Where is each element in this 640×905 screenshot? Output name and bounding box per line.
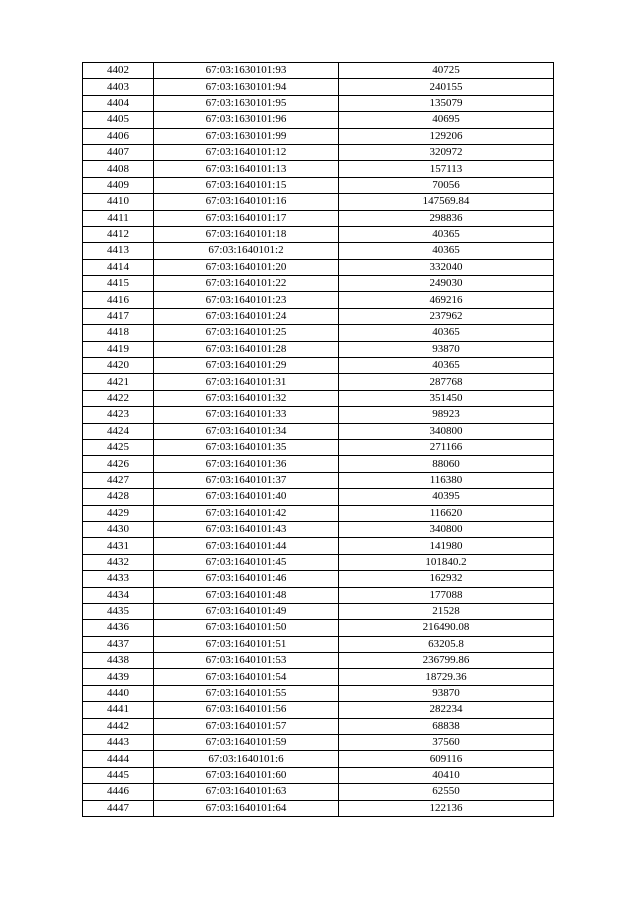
row-number-cell: 4435 xyxy=(83,603,154,619)
cadastral-number-cell: 67:03:1640101:15 xyxy=(154,177,339,193)
table-row xyxy=(83,702,554,718)
table-row xyxy=(83,603,554,619)
cadastral-number-cell: 67:03:1640101:46 xyxy=(154,571,339,587)
row-number-cell: 4425 xyxy=(83,439,154,455)
cadastral-number-cell: 67:03:1630101:94 xyxy=(154,79,339,95)
value-cell: 40395 xyxy=(339,489,554,505)
cadastral-number-cell: 67:03:1640101:33 xyxy=(154,407,339,423)
row-number-cell: 4421 xyxy=(83,374,154,390)
cadastral-number-cell: 67:03:1640101:24 xyxy=(154,308,339,324)
value-cell: 40365 xyxy=(339,358,554,374)
table-row xyxy=(83,620,554,636)
row-number-cell: 4446 xyxy=(83,784,154,800)
value-cell: 98923 xyxy=(339,407,554,423)
table-row xyxy=(83,177,554,193)
cadastral-number-cell: 67:03:1640101:55 xyxy=(154,685,339,701)
table-row xyxy=(83,505,554,521)
row-number-cell: 4441 xyxy=(83,702,154,718)
table-row xyxy=(83,521,554,537)
row-number-cell: 4417 xyxy=(83,308,154,324)
cadastral-number-cell: 67:03:1640101:31 xyxy=(154,374,339,390)
table-row xyxy=(83,161,554,177)
row-number-cell: 4423 xyxy=(83,407,154,423)
row-number-cell: 4427 xyxy=(83,472,154,488)
row-number-cell: 4414 xyxy=(83,259,154,275)
row-number-cell: 4418 xyxy=(83,325,154,341)
cadastral-number-cell: 67:03:1640101:34 xyxy=(154,423,339,439)
row-number-cell: 4442 xyxy=(83,718,154,734)
value-cell: 351450 xyxy=(339,390,554,406)
row-number-cell: 4445 xyxy=(83,767,154,783)
value-cell: 116620 xyxy=(339,505,554,521)
table-row xyxy=(83,751,554,767)
value-cell: 469216 xyxy=(339,292,554,308)
cadastral-number-cell: 67:03:1640101:16 xyxy=(154,194,339,210)
cadastral-number-cell: 67:03:1630101:96 xyxy=(154,112,339,128)
table-row xyxy=(83,653,554,669)
table-row xyxy=(83,423,554,439)
row-number-cell: 4436 xyxy=(83,620,154,636)
cadastral-number-cell: 67:03:1630101:99 xyxy=(154,128,339,144)
row-number-cell: 4430 xyxy=(83,521,154,537)
row-number-cell: 4431 xyxy=(83,538,154,554)
row-number-cell: 4413 xyxy=(83,243,154,259)
row-number-cell: 4419 xyxy=(83,341,154,357)
row-number-cell: 4440 xyxy=(83,685,154,701)
table-row xyxy=(83,669,554,685)
row-number-cell: 4402 xyxy=(83,63,154,79)
cadastral-number-cell: 67:03:1640101:29 xyxy=(154,358,339,374)
value-cell: 40725 xyxy=(339,63,554,79)
cadastral-number-cell: 67:03:1640101:63 xyxy=(154,784,339,800)
table-row xyxy=(83,489,554,505)
table-row xyxy=(83,439,554,455)
value-cell: 237962 xyxy=(339,308,554,324)
cadastral-number-cell: 67:03:1640101:2 xyxy=(154,243,339,259)
value-cell: 249030 xyxy=(339,276,554,292)
value-cell: 40365 xyxy=(339,325,554,341)
table-row xyxy=(83,95,554,111)
row-number-cell: 4438 xyxy=(83,653,154,669)
cadastral-number-cell: 67:03:1640101:42 xyxy=(154,505,339,521)
cadastral-number-cell: 67:03:1640101:49 xyxy=(154,603,339,619)
cadastral-number-cell: 67:03:1640101:36 xyxy=(154,456,339,472)
value-cell: 68838 xyxy=(339,718,554,734)
table-row xyxy=(83,112,554,128)
value-cell: 40365 xyxy=(339,243,554,259)
value-cell: 287768 xyxy=(339,374,554,390)
value-cell: 135079 xyxy=(339,95,554,111)
table-row xyxy=(83,554,554,570)
row-number-cell: 4415 xyxy=(83,276,154,292)
table-row xyxy=(83,210,554,226)
value-cell: 40695 xyxy=(339,112,554,128)
table-row xyxy=(83,685,554,701)
cadastral-number-cell: 67:03:1640101:48 xyxy=(154,587,339,603)
cadastral-number-cell: 67:03:1640101:51 xyxy=(154,636,339,652)
table-row xyxy=(83,767,554,783)
row-number-cell: 4422 xyxy=(83,390,154,406)
cadastral-number-cell: 67:03:1640101:56 xyxy=(154,702,339,718)
table-row xyxy=(83,571,554,587)
table-row xyxy=(83,292,554,308)
cadastral-number-cell: 67:03:1640101:23 xyxy=(154,292,339,308)
value-cell: 101840.2 xyxy=(339,554,554,570)
value-cell: 236799.86 xyxy=(339,653,554,669)
table-row xyxy=(83,325,554,341)
table-row xyxy=(83,276,554,292)
value-cell: 122136 xyxy=(339,800,554,816)
row-number-cell: 4444 xyxy=(83,751,154,767)
cadastral-number-cell: 67:03:1640101:20 xyxy=(154,259,339,275)
cadastral-number-cell: 67:03:1640101:22 xyxy=(154,276,339,292)
table-row xyxy=(83,390,554,406)
cadastral-number-cell: 67:03:1640101:54 xyxy=(154,669,339,685)
row-number-cell: 4405 xyxy=(83,112,154,128)
row-number-cell: 4437 xyxy=(83,636,154,652)
table-row xyxy=(83,784,554,800)
value-cell: 93870 xyxy=(339,685,554,701)
row-number-cell: 4404 xyxy=(83,95,154,111)
table-row xyxy=(83,144,554,160)
table-row xyxy=(83,63,554,79)
cadastral-number-cell: 67:03:1640101:12 xyxy=(154,144,339,160)
row-number-cell: 4420 xyxy=(83,358,154,374)
row-number-cell: 4403 xyxy=(83,79,154,95)
cadastral-number-cell: 67:03:1640101:45 xyxy=(154,554,339,570)
table-row xyxy=(83,407,554,423)
row-number-cell: 4426 xyxy=(83,456,154,472)
table-body xyxy=(83,63,554,817)
row-number-cell: 4429 xyxy=(83,505,154,521)
row-number-cell: 4447 xyxy=(83,800,154,816)
value-cell: 177088 xyxy=(339,587,554,603)
row-number-cell: 4443 xyxy=(83,735,154,751)
value-cell: 63205.8 xyxy=(339,636,554,652)
value-cell: 282234 xyxy=(339,702,554,718)
value-cell: 332040 xyxy=(339,259,554,275)
cadastral-number-cell: 67:03:1640101:53 xyxy=(154,653,339,669)
row-number-cell: 4434 xyxy=(83,587,154,603)
table-row xyxy=(83,128,554,144)
row-number-cell: 4433 xyxy=(83,571,154,587)
value-cell: 271166 xyxy=(339,439,554,455)
value-cell: 162932 xyxy=(339,571,554,587)
row-number-cell: 4408 xyxy=(83,161,154,177)
row-number-cell: 4410 xyxy=(83,194,154,210)
cadastral-value-table xyxy=(82,62,554,817)
table-row xyxy=(83,243,554,259)
cadastral-number-cell: 67:03:1640101:37 xyxy=(154,472,339,488)
cadastral-number-cell: 67:03:1640101:50 xyxy=(154,620,339,636)
table-row xyxy=(83,79,554,95)
value-cell: 320972 xyxy=(339,144,554,160)
cadastral-number-cell: 67:03:1630101:93 xyxy=(154,63,339,79)
value-cell: 340800 xyxy=(339,423,554,439)
table-row xyxy=(83,259,554,275)
cadastral-number-cell: 67:03:1640101:64 xyxy=(154,800,339,816)
value-cell: 298836 xyxy=(339,210,554,226)
row-number-cell: 4411 xyxy=(83,210,154,226)
table-row xyxy=(83,587,554,603)
value-cell: 141980 xyxy=(339,538,554,554)
cadastral-number-cell: 67:03:1640101:35 xyxy=(154,439,339,455)
cadastral-number-cell: 67:03:1640101:40 xyxy=(154,489,339,505)
table-row xyxy=(83,718,554,734)
value-cell: 157113 xyxy=(339,161,554,177)
cadastral-number-cell: 67:03:1640101:44 xyxy=(154,538,339,554)
cadastral-number-cell: 67:03:1640101:60 xyxy=(154,767,339,783)
cadastral-number-cell: 67:03:1640101:17 xyxy=(154,210,339,226)
value-cell: 18729.36 xyxy=(339,669,554,685)
row-number-cell: 4432 xyxy=(83,554,154,570)
value-cell: 340800 xyxy=(339,521,554,537)
value-cell: 93870 xyxy=(339,341,554,357)
row-number-cell: 4407 xyxy=(83,144,154,160)
row-number-cell: 4409 xyxy=(83,177,154,193)
value-cell: 40410 xyxy=(339,767,554,783)
table-row xyxy=(83,341,554,357)
cadastral-number-cell: 67:03:1640101:6 xyxy=(154,751,339,767)
value-cell: 88060 xyxy=(339,456,554,472)
table-row xyxy=(83,472,554,488)
value-cell: 129206 xyxy=(339,128,554,144)
table-row xyxy=(83,358,554,374)
cadastral-number-cell: 67:03:1640101:13 xyxy=(154,161,339,177)
row-number-cell: 4424 xyxy=(83,423,154,439)
value-cell: 609116 xyxy=(339,751,554,767)
cadastral-number-cell: 67:03:1640101:18 xyxy=(154,226,339,242)
cadastral-number-cell: 67:03:1640101:28 xyxy=(154,341,339,357)
row-number-cell: 4406 xyxy=(83,128,154,144)
table-row xyxy=(83,374,554,390)
cadastral-number-cell: 67:03:1640101:57 xyxy=(154,718,339,734)
value-cell: 62550 xyxy=(339,784,554,800)
table-row xyxy=(83,735,554,751)
value-cell: 240155 xyxy=(339,79,554,95)
cadastral-number-cell: 67:03:1640101:25 xyxy=(154,325,339,341)
row-number-cell: 4428 xyxy=(83,489,154,505)
row-number-cell: 4416 xyxy=(83,292,154,308)
value-cell: 37560 xyxy=(339,735,554,751)
table-row xyxy=(83,456,554,472)
value-cell: 70056 xyxy=(339,177,554,193)
cadastral-number-cell: 67:03:1640101:32 xyxy=(154,390,339,406)
value-cell: 40365 xyxy=(339,226,554,242)
cadastral-number-cell: 67:03:1630101:95 xyxy=(154,95,339,111)
table-row xyxy=(83,226,554,242)
value-cell: 21528 xyxy=(339,603,554,619)
cadastral-number-cell: 67:03:1640101:59 xyxy=(154,735,339,751)
table-row xyxy=(83,636,554,652)
row-number-cell: 4439 xyxy=(83,669,154,685)
value-cell: 116380 xyxy=(339,472,554,488)
table-row xyxy=(83,194,554,210)
value-cell: 147569.84 xyxy=(339,194,554,210)
cadastral-number-cell: 67:03:1640101:43 xyxy=(154,521,339,537)
table-row xyxy=(83,800,554,816)
table-row xyxy=(83,538,554,554)
table-row xyxy=(83,308,554,324)
value-cell: 216490.08 xyxy=(339,620,554,636)
row-number-cell: 4412 xyxy=(83,226,154,242)
